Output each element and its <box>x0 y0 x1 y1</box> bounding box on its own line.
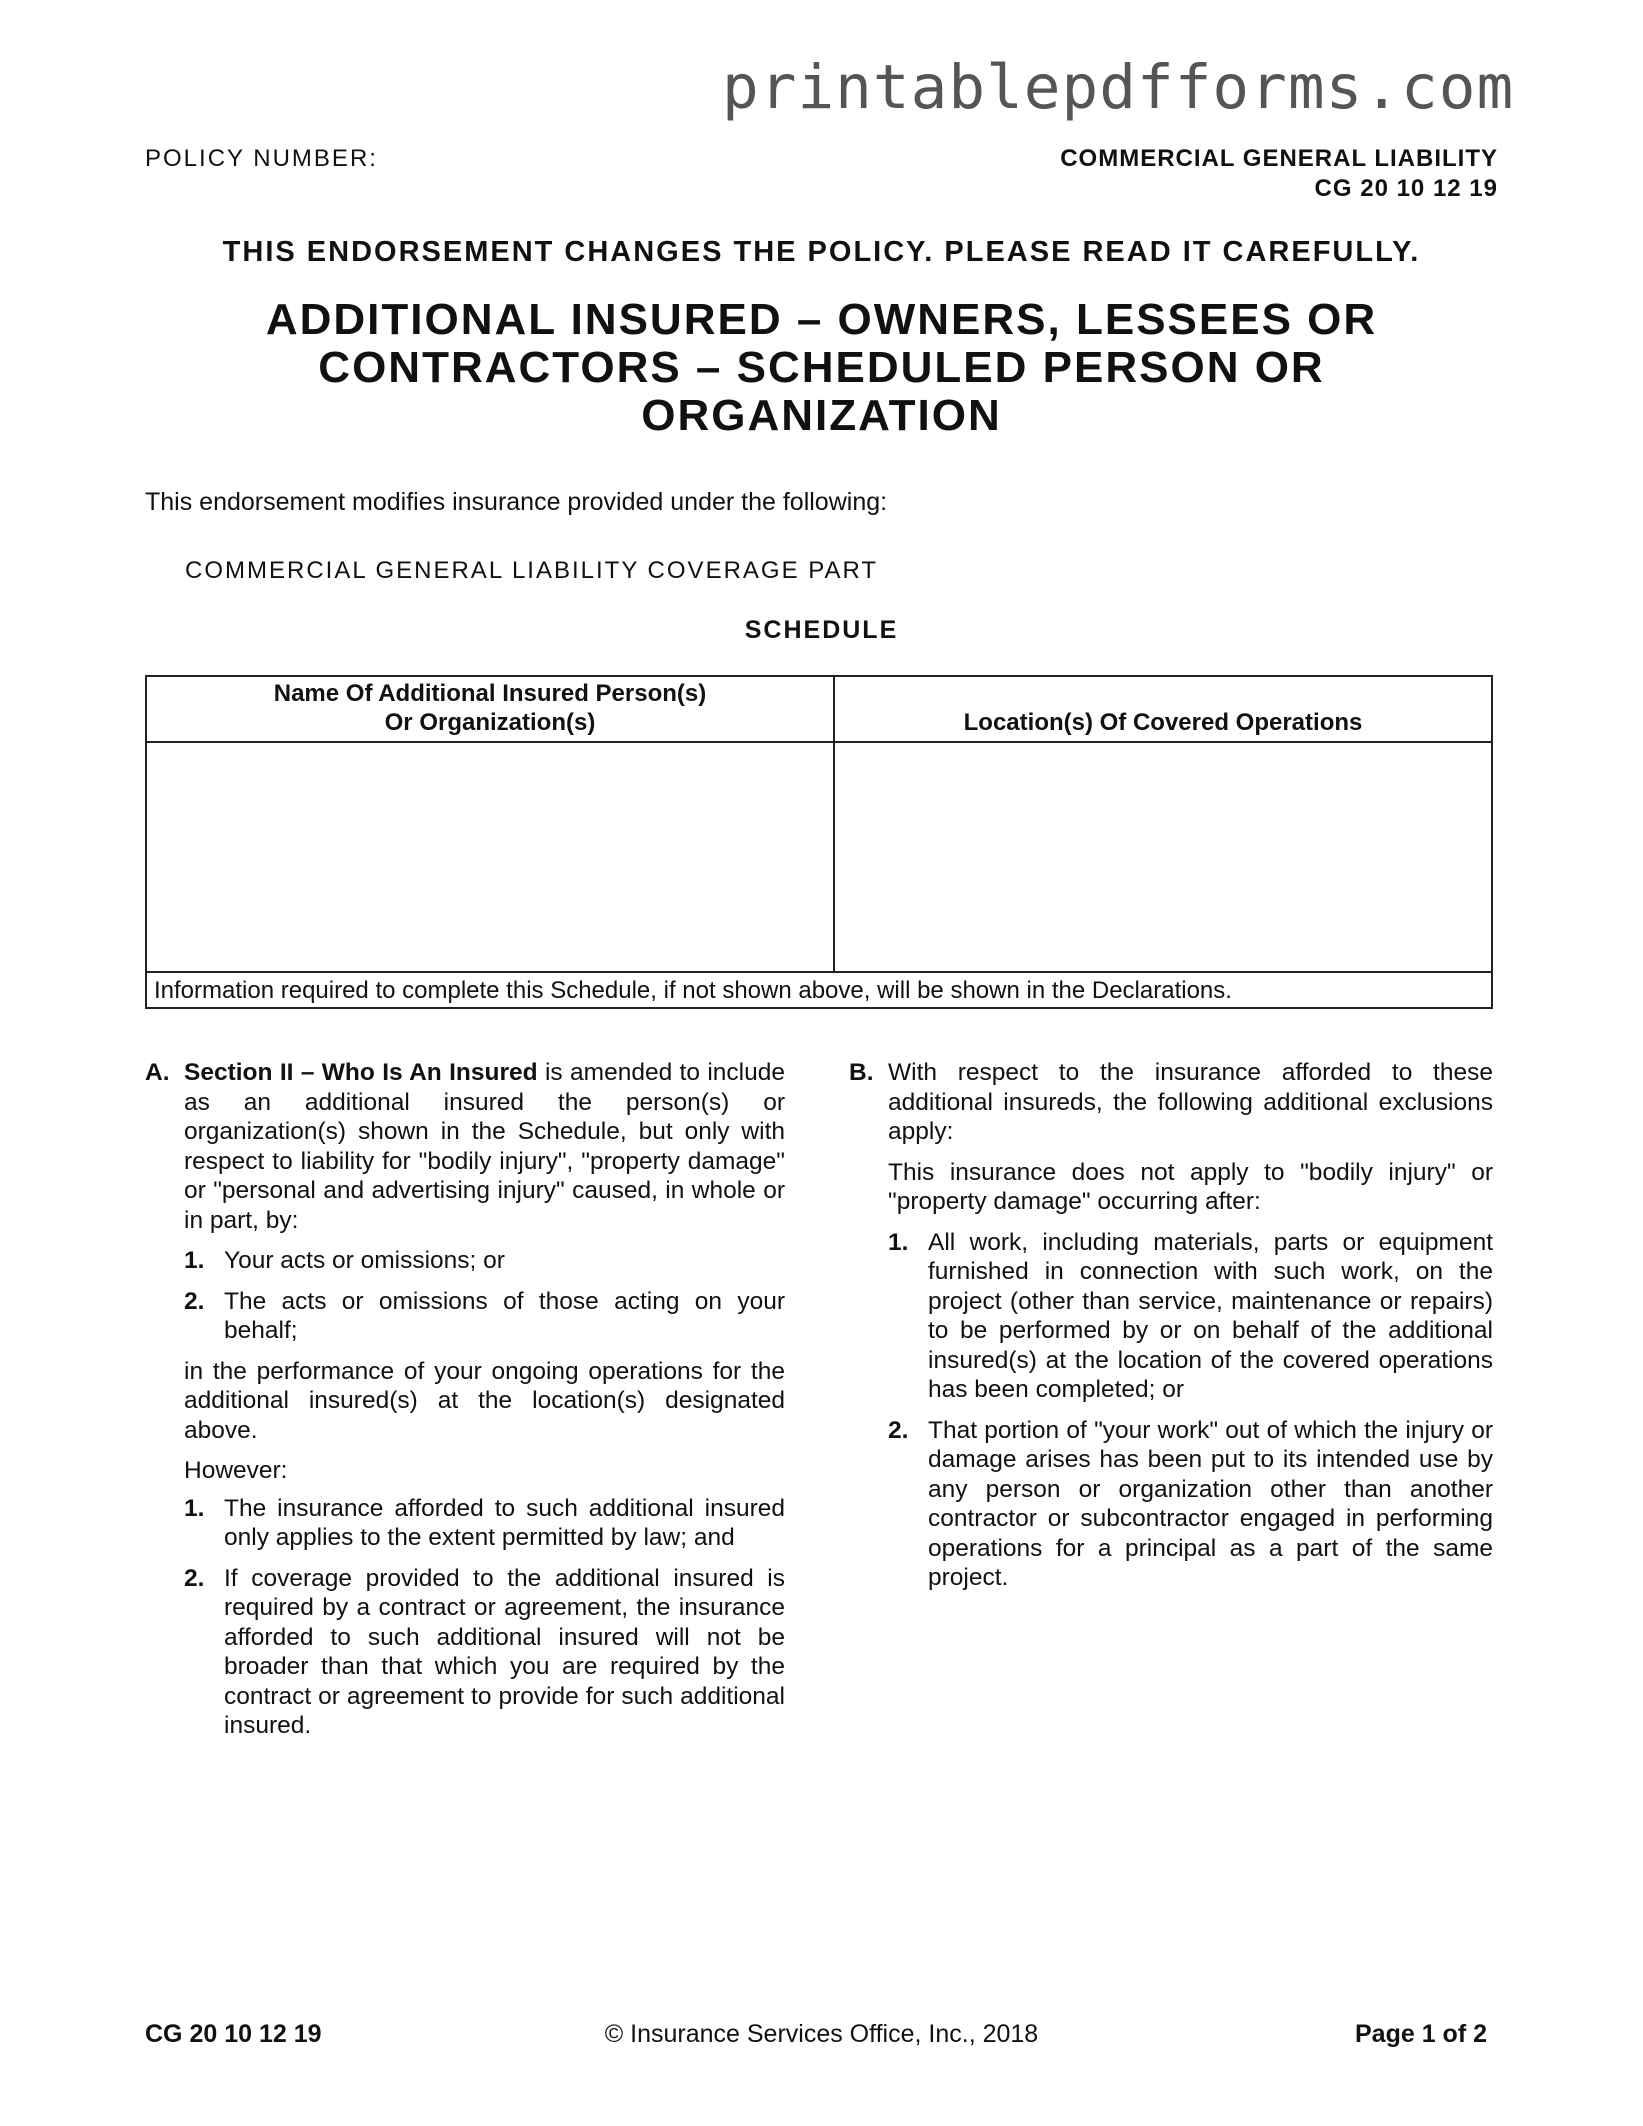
section-b-marker: B. <box>849 1059 874 1086</box>
footer-page-number: Page 1 of 2 <box>1355 2020 1487 2048</box>
section-a-lead-text: is amended to include as an additional insured the person(s) or organization(s) shown in the Schedule, but only with respect to liability for "bodily injury", "property damage" or "personal and advertising injury" caused, in whole or in part, by: <box>184 1059 785 1234</box>
schedule-header-name-line1: Name Of Additional Insured Person(s) <box>273 680 707 707</box>
endorsement-notice: THIS ENDORSEMENT CHANGES THE POLICY. PLEASE READ IT CAREFULLY. <box>222 236 1421 268</box>
section-a-however: However: <box>184 1457 288 1484</box>
section-a-however-item-1-marker: 1. <box>184 1494 205 1522</box>
section-a-however-item-2-text: If coverage provided to the additional insured is required by a contract or agreement, the insurance afforded to such additional insured will not be broader than that which you are required by the contract or agreement to provide for such additional insured. <box>224 1564 785 1739</box>
section-b-item-1-text: All work, including materials, parts or equipment furnished in connection with such work, on the project (other than service, maintenance or repairs) to be performed by or on behalf of the additional insured(s) at the location of the covered operations has been completed; or <box>928 1228 1493 1403</box>
footer-form-number: CG 20 10 12 19 <box>145 2020 322 2048</box>
section-a <box>145 1058 785 1752</box>
section-b-intro: This insurance does not apply to "bodily injury" or "property damage" occurring after: <box>888 1158 1493 1215</box>
schedule-note: Information required to complete this Schedule, if not shown above, will be shown in the Declarations. <box>147 971 1491 1007</box>
title-line-2: CONTRACTORS – SCHEDULED PERSON OR <box>318 343 1325 392</box>
section-a-however-item-2 <box>184 1564 785 1741</box>
schedule-header-location <box>835 677 1491 743</box>
footer-copyright: © Insurance Services Office, Inc., 2018 <box>604 2020 1039 2048</box>
section-a-item-2-marker: 2. <box>184 1287 205 1315</box>
section-a-lead-bold: Section II – Who Is An Insured <box>184 1059 538 1086</box>
form-line: COMMERCIAL GENERAL LIABILITY <box>1060 145 1498 172</box>
section-a-marker: A. <box>145 1059 170 1086</box>
section-a-item-1-text: Your acts or omissions; or <box>224 1247 505 1274</box>
schedule-heading: SCHEDULE <box>744 616 899 644</box>
watermark: printablepdfforms.com <box>722 52 1515 123</box>
section-a-however-item-2-marker: 2. <box>184 1564 205 1592</box>
section-a-however-item-1-text: The insurance afforded to such additional insured only applies to the extent permitted by law; and <box>224 1494 785 1551</box>
schedule-column-name <box>147 677 835 971</box>
section-a-item-1-marker: 1. <box>184 1247 205 1274</box>
section-a-after-items: in the performance of your ongoing operations for the additional insured(s) at the location(s) designated above. <box>184 1357 785 1444</box>
section-b-lead-text: With respect to the insurance afforded to these additional insureds, the following additional exclusions apply: <box>888 1059 1493 1145</box>
title-line-1: ADDITIONAL INSURED – OWNERS, LESSEES OR <box>265 295 1378 344</box>
schedule-column-location <box>835 677 1491 971</box>
section-b-item-1-marker: 1. <box>888 1228 909 1256</box>
schedule-name-value[interactable] <box>147 743 833 967</box>
form-header <box>1060 144 1498 204</box>
coverage-part: COMMERCIAL GENERAL LIABILITY COVERAGE PART <box>185 557 879 584</box>
endorsement-title <box>0 296 1643 440</box>
section-a-item-1 <box>184 1246 785 1276</box>
form-number: CG 20 10 12 19 <box>1314 175 1498 202</box>
policy-number-label: POLICY NUMBER: <box>145 145 378 172</box>
section-b-item-2-text: That portion of "your work" out of which the injury or damage arises has been put to its intended use by any person or organization other than another contractor or subcontractor engaged in performing operations for a principal as a part of the same project. <box>928 1416 1493 1591</box>
schedule-location-value[interactable] <box>835 743 1491 967</box>
section-b-item-2-marker: 2. <box>888 1416 909 1444</box>
section-b <box>849 1058 1493 1604</box>
section-a-item-2 <box>184 1287 785 1346</box>
section-b-item-2 <box>888 1416 1493 1593</box>
section-a-lead <box>145 1058 785 1235</box>
section-b-item-1 <box>888 1228 1493 1405</box>
section-b-lead <box>849 1058 1493 1147</box>
modifies-statement: This endorsement modifies insurance provided under the following: <box>145 488 888 516</box>
title-line-3: ORGANIZATION <box>641 391 1002 440</box>
schedule-header-name <box>147 677 833 743</box>
schedule-header-location-label: Location(s) Of Covered Operations <box>963 709 1363 736</box>
section-a-however-item-1 <box>184 1494 785 1553</box>
section-a-item-2-text: The acts or omissions of those acting on your behalf; <box>224 1287 785 1344</box>
schedule-table <box>145 675 1493 1009</box>
schedule-header-name-line2: Or Organization(s) <box>384 709 596 736</box>
